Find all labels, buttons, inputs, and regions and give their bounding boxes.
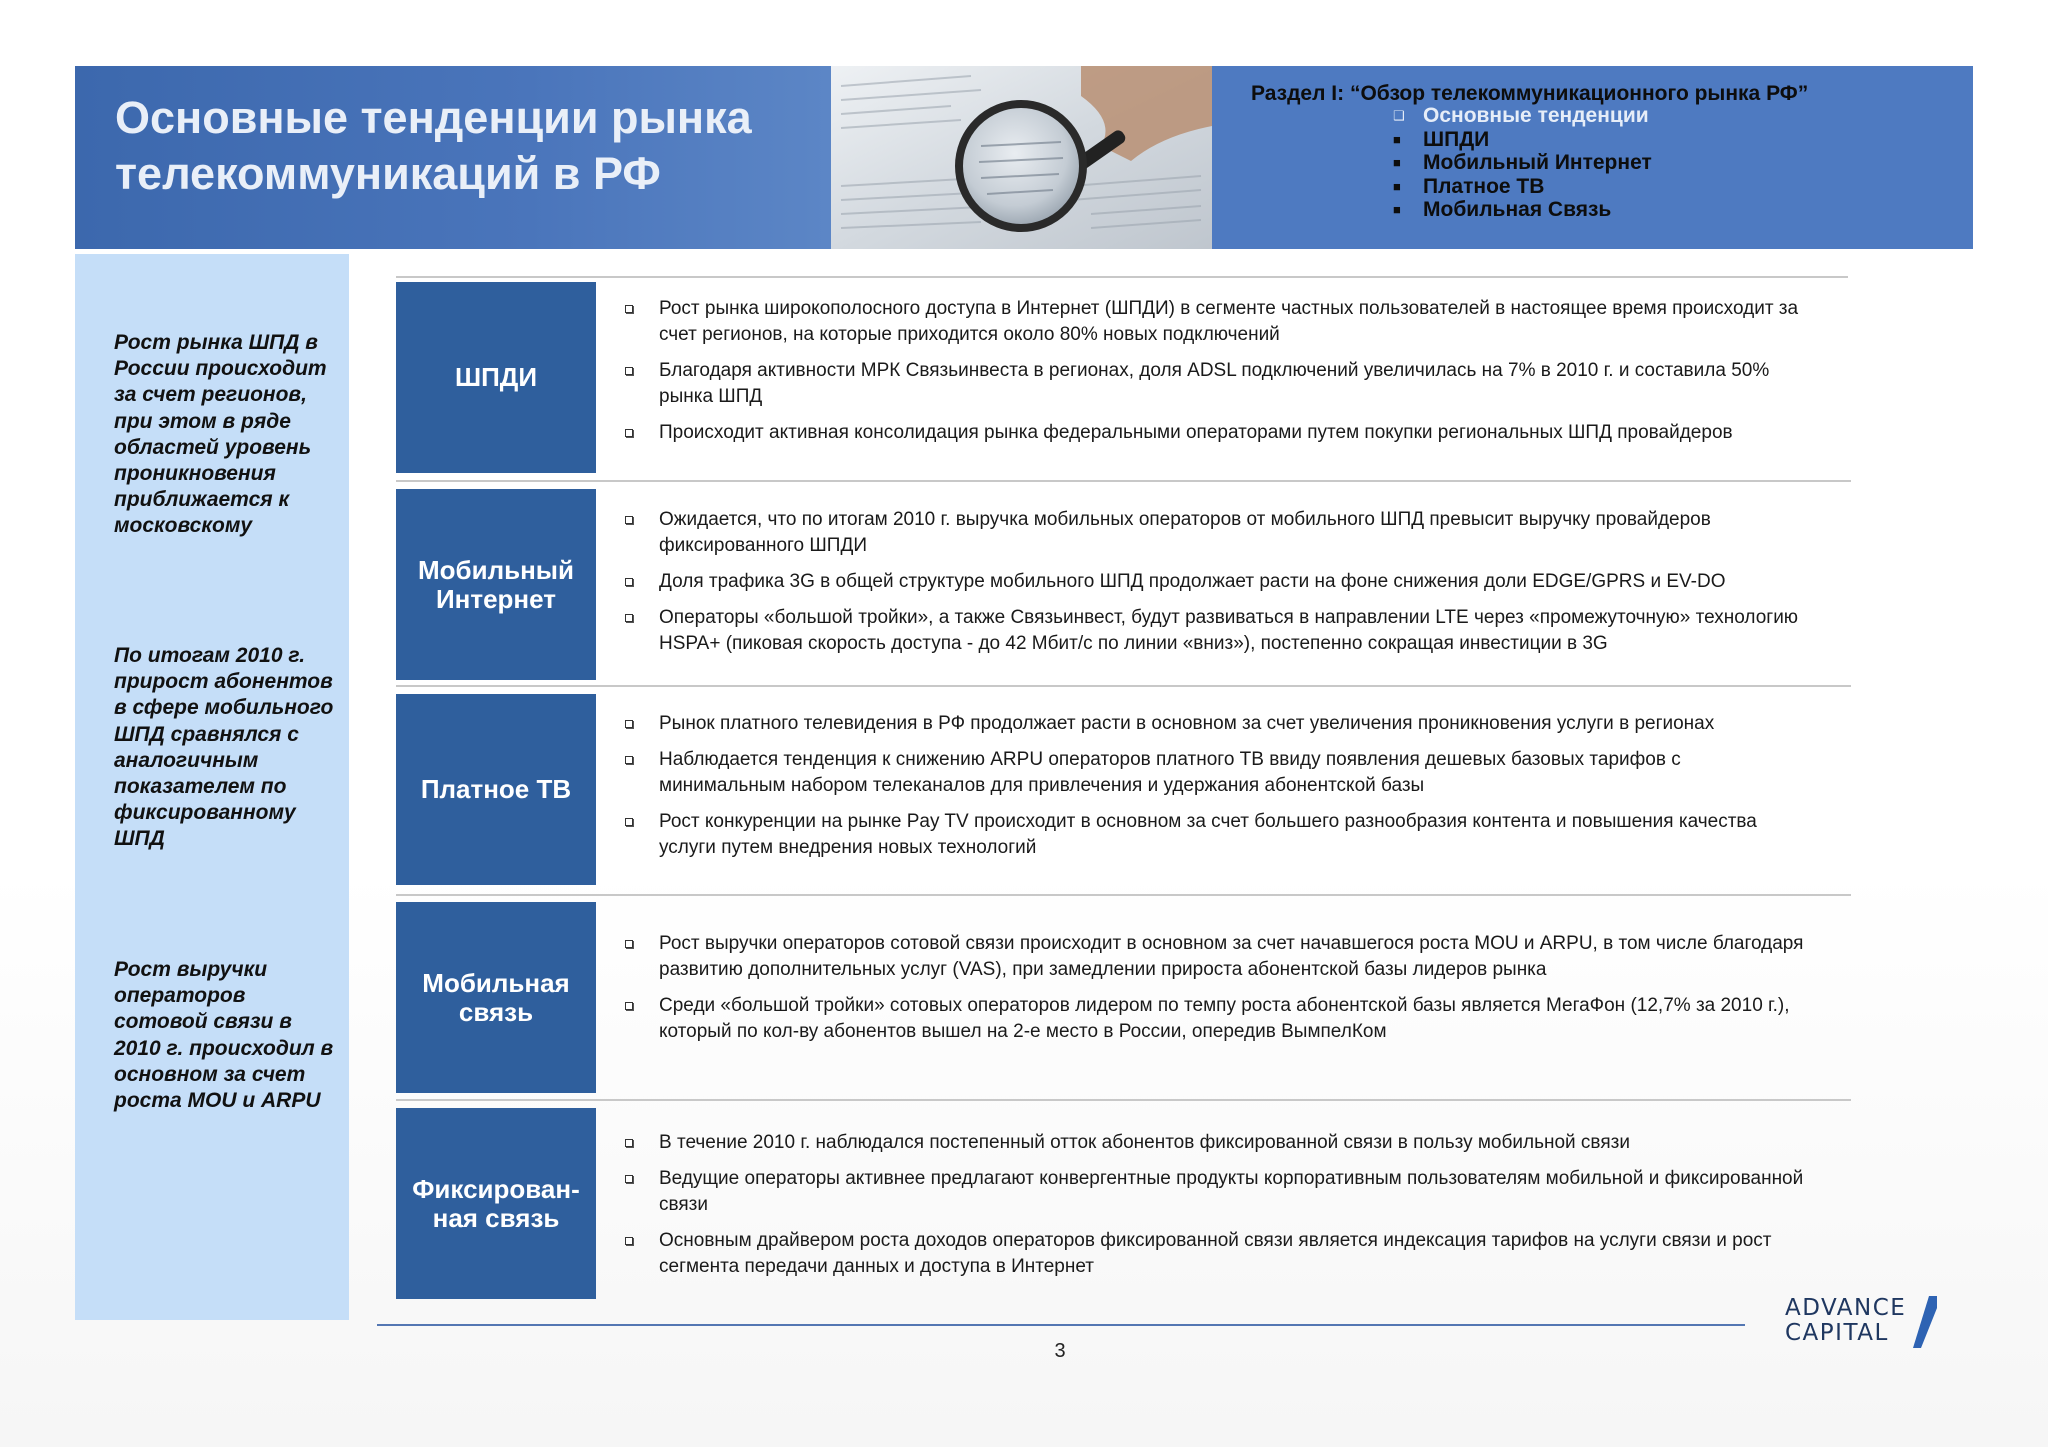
row-bullets-mobile-internet xyxy=(625,507,1805,667)
title-panel xyxy=(75,66,831,249)
bullet-item xyxy=(625,809,1805,861)
row-bullets-shpdi xyxy=(625,296,1805,456)
section-nav-list xyxy=(1393,104,1652,222)
bullet-text: В течение 2010 г. наблюдался постепенный отток абонентов фиксированной связи в пользу мобильной связи xyxy=(659,1132,1630,1153)
bullet-text: Операторы «большой тройки», а также Связьинвест, будут развиваться в направлении LTE через «промежуточную» технологию HSPA+ (пиковая скорость доступа - до 42 Мбит/с по линии «вниз»), постепенно сокращая инвестиции в 3G xyxy=(659,607,1799,654)
bullet-item xyxy=(625,747,1805,799)
checkbox-bullet-icon xyxy=(625,367,633,375)
checkbox-bullet-icon xyxy=(625,429,633,437)
row-divider xyxy=(396,480,1851,482)
sidebar-summary xyxy=(75,254,349,1320)
logo-slash-icon xyxy=(1907,1296,1937,1348)
bullet-item xyxy=(625,931,1805,983)
row-label-fixed-communication xyxy=(396,1108,596,1299)
checkbox-bullet-icon xyxy=(625,940,633,948)
bullet-text: Рост рынка широкополосного доступа в Интернет (ШПДИ) в сегменте частных пользователей в настоящее время происходит за счет регионов, на которые приходится около 80% новых подключений xyxy=(659,298,1799,345)
bullet-text: Среди «большой тройки» сотовых операторов лидером по темпу роста абонентской базы является МегаФон (12,7% за 2010 г.), который по кол-ву абонентов вышел на 2-е место в России, опередив ВымпелКом xyxy=(659,995,1790,1042)
row-label-mobile-communication xyxy=(396,902,596,1093)
bullet-item xyxy=(625,507,1805,559)
row-label-text: Платное ТВ xyxy=(420,774,572,804)
section-nav-item-mobile-internet[interactable] xyxy=(1393,151,1652,175)
checkbox-bullet-icon: ❑ xyxy=(1393,108,1405,123)
sidebar-note-2: По итогам 2010 г. прирост абонентов в сфере мобильного ШПД сравнялся с аналогичным показателем по фиксированному ШПД xyxy=(114,644,334,851)
section-nav-item-main-trends[interactable] xyxy=(1393,104,1652,128)
page-title-line-2: телекоммуникаций в РФ xyxy=(115,148,661,199)
section-title: Раздел I: “Обзор телекоммуникационного рынка РФ” xyxy=(1251,82,1809,105)
section-nav-panel xyxy=(1212,66,1973,249)
bullet-item xyxy=(625,993,1805,1045)
row-label-text: ШПДИ xyxy=(454,362,538,392)
checkbox-bullet-icon xyxy=(625,756,633,764)
row-label-text: Фиксирован- xyxy=(412,1173,580,1204)
bullet-text: Происходит активная консолидация рынка федеральными операторами путем покупки региональных ШПД провайдеров xyxy=(659,422,1733,443)
row-bullets-pay-tv xyxy=(625,711,1805,871)
checkbox-bullet-icon xyxy=(625,578,633,586)
row-label-pay-tv xyxy=(396,694,596,885)
page-number: 3 xyxy=(1054,1340,1066,1362)
checkbox-bullet-icon xyxy=(625,1139,633,1147)
square-bullet-icon: ■ xyxy=(1393,202,1401,217)
bullet-text: Наблюдается тенденция к снижению ARPU операторов платного ТВ ввиду появления дешевых базовых тарифов с минимальным набором телеканалов для привлечения и удержания абонентской базы xyxy=(659,749,1681,796)
bullet-item xyxy=(625,1166,1805,1218)
bullet-text: Рост выручки операторов сотовой связи происходит в основном за счет начавшегося роста MOU и ARPU, в том числе благодаря развитию дополнительных услуг (VAS), при замедлении прироста абонентской базы лидеров рынка xyxy=(659,933,1804,980)
section-nav-label: Основные тенденции xyxy=(1423,104,1649,127)
logo-text-line-2: CAPITAL xyxy=(1785,1320,1889,1346)
row-divider xyxy=(396,1099,1851,1101)
row-bullets-fixed-communication xyxy=(625,1130,1805,1290)
page-title xyxy=(115,90,835,202)
row-label-text: Мобильная xyxy=(422,967,570,998)
logo-text-line-1: ADVANCE xyxy=(1785,1295,1907,1321)
row-label-text: ная связь xyxy=(432,1202,560,1233)
bullet-item xyxy=(625,1228,1805,1280)
bullet-text: Рост конкуренции на рынке Pay TV происходит в основном за счет большего разнообразия контента и повышения качества услуги путем внедрения новых технологий xyxy=(659,811,1757,858)
square-bullet-icon: ■ xyxy=(1393,155,1401,170)
section-nav-item-mobile-communication[interactable] xyxy=(1393,198,1652,222)
bullet-item xyxy=(625,1130,1805,1156)
square-bullet-icon: ■ xyxy=(1393,178,1401,194)
row-label-shpdi xyxy=(396,282,596,473)
bullet-item xyxy=(625,569,1805,595)
section-nav-label: Платное ТВ xyxy=(1423,174,1545,198)
checkbox-bullet-icon xyxy=(625,614,633,622)
row-label-text: Мобильный xyxy=(418,554,574,585)
checkbox-bullet-icon xyxy=(625,305,633,313)
section-nav-label: Мобильный Интернет xyxy=(1423,151,1652,174)
sidebar-note-1: Рост рынка ШПД в России происходит за счет регионов, при этом в ряде областей уровень проникновения приближается к московскому xyxy=(114,331,327,538)
checkbox-bullet-icon xyxy=(625,516,633,524)
header-banner xyxy=(75,66,1973,249)
footer-divider xyxy=(377,1324,1745,1326)
checkbox-bullet-icon xyxy=(625,818,633,826)
advance-capital-logo xyxy=(1785,1296,1945,1352)
row-divider xyxy=(396,276,1848,278)
checkbox-bullet-icon xyxy=(625,1175,633,1183)
magnifying-glass-photo xyxy=(831,66,1212,249)
bullet-text: Доля трафика 3G в общей структуре мобильного ШПД продолжает расти на фоне снижения доли EDGE/GPRS и EV-DO xyxy=(659,571,1726,592)
bullet-item xyxy=(625,711,1805,737)
bullet-item xyxy=(625,605,1805,657)
bullet-text: Рынок платного телевидения в РФ продолжает расти в основном за счет увеличения проникновения услуги в регионах xyxy=(659,713,1715,734)
section-nav-label: Мобильная Связь xyxy=(1423,198,1612,221)
section-nav-item-shpdi[interactable] xyxy=(1393,127,1652,152)
row-label-text: Интернет xyxy=(435,583,556,614)
row-divider xyxy=(396,894,1851,896)
checkbox-bullet-icon xyxy=(625,720,633,728)
row-label-mobile-internet xyxy=(396,489,596,680)
sidebar-note-3: Рост выручки операторов сотовой связи в 2010 г. происходил в основном за счет роста MOU и ARPU xyxy=(114,958,334,1113)
checkbox-bullet-icon xyxy=(625,1002,633,1010)
row-divider xyxy=(396,685,1851,687)
bullet-item xyxy=(625,296,1805,348)
bullet-text: Ожидается, что по итогам 2010 г. выручка мобильных операторов от мобильного ШПД превысит выручку провайдеров фиксированного ШПДИ xyxy=(659,509,1711,556)
row-label-text: связь xyxy=(458,996,534,1027)
page-title-line-1: Основные тенденции рынка xyxy=(115,92,752,143)
row-bullets-mobile-communication xyxy=(625,931,1805,1055)
bullet-text: Основным драйвером роста доходов операторов фиксированной связи является индексация тарифов на услуги связи и рост сегмента передачи данных и доступа в Интернет xyxy=(659,1230,1772,1277)
bullet-item xyxy=(625,420,1805,446)
square-bullet-icon: ■ xyxy=(1393,131,1401,147)
bullet-text: Благодаря активности МРК Связьинвеста в регионах, доля ADSL подключений увеличилась на 7% в 2010 г. и составила 50% рынка ШПД xyxy=(659,360,1770,407)
checkbox-bullet-icon xyxy=(625,1237,633,1245)
bullet-text: Ведущие операторы активнее предлагают конвергентные продукты корпоративным пользователям мобильной и фиксированной связи xyxy=(659,1168,1804,1215)
section-nav-label: ШПДИ xyxy=(1423,127,1490,151)
bullet-item xyxy=(625,358,1805,410)
section-nav-item-pay-tv[interactable] xyxy=(1393,174,1652,199)
